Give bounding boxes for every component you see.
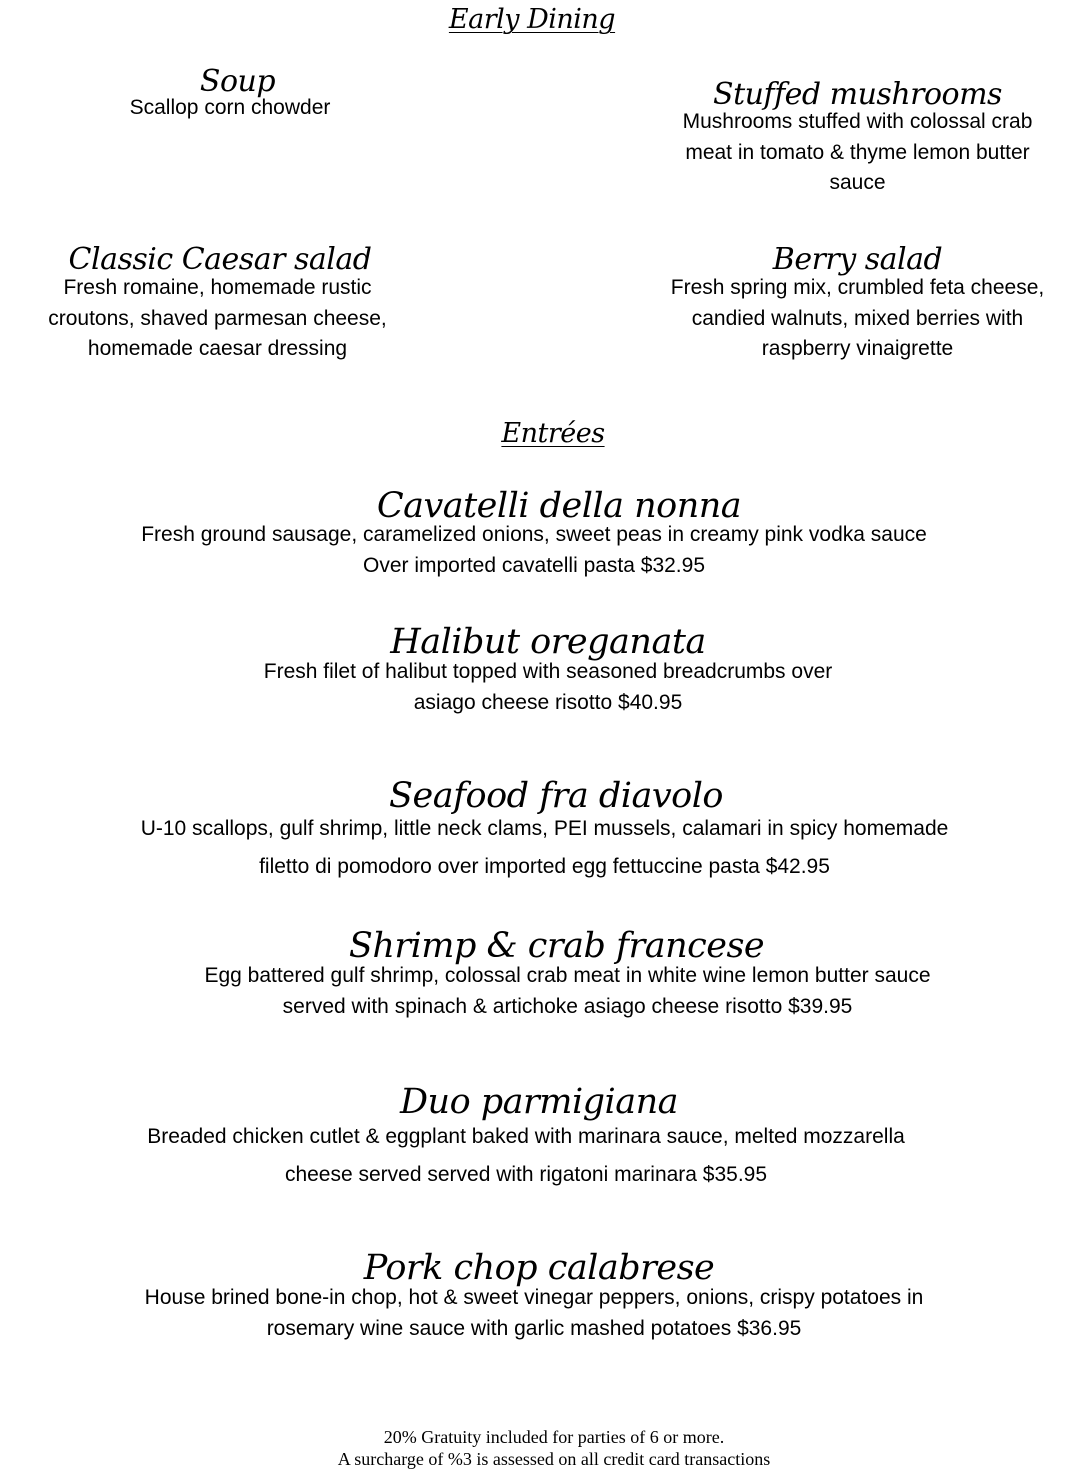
item-name: Stuffed mushrooms [713,77,1002,112]
item-name: Soup [199,64,276,99]
menu-item-stuffed-mushrooms [620,77,1088,199]
menu-item-halibut-oreganata [0,622,1088,718]
item-description: Mushrooms stuffed with colossal crab meat in tomato & thyme lemon butter sauce [682,110,1033,194]
item-description: Breaded chicken cutlet & eggplant baked with marinara sauce, melted mozzarella cheese served served with rigatoni marinara $35.95 [147,1125,905,1186]
item-description: U-10 scallops, gulf shrimp, little neck clams, PEI mussels, calamari in spicy homemade filetto di pomodoro over imported egg fettuccine pasta $42.95 [140,817,949,878]
item-description: Scallop corn chowder [129,96,331,119]
section-title-early-dining: Early Dining [448,4,616,35]
gratuity-note: 20% Gratuity included for parties of 6 or more. [383,1427,725,1447]
item-description: Fresh ground sausage, caramelized onions, sweet peas in creamy pink vodka sauce Over imported cavatelli pasta $32.95 [141,523,927,577]
surcharge-note: A surcharge of %3 is assessed on all credit card transactions [337,1449,771,1469]
item-name: Berry salad [772,242,943,277]
item-description: Egg battered gulf shrimp, colossal crab meat in white wine lemon butter sauce served with spinach & artichoke asiago cheese risotto $39.95 [204,964,931,1018]
item-name: Classic Caesar salad [68,242,372,277]
item-description: Fresh filet of halibut topped with seasoned breadcrumbs over asiago cheese risotto $40.95 [263,660,833,714]
menu-item-cavatelli-della-nonna [0,486,1068,581]
item-description: Fresh romaine, homemade rustic croutons, shaved parmesan cheese, homemade caesar dressing [48,276,387,360]
item-description: Fresh spring mix, crumbled feta cheese, candied walnuts, mixed berries with raspberry vinaigrette [670,276,1045,360]
menu-item-shrimp-crab-francese [0,926,1088,1022]
menu-item-classic-caesar-salad [10,242,425,365]
item-name: Seafood fra diavolo [389,776,723,816]
item-name: Cavatelli della nonna [376,486,742,526]
item-name: Pork chop calabrese [363,1248,715,1288]
menu-item-soup [30,64,430,124]
section-title-entrees: Entrées [501,418,605,449]
item-description: House brined bone-in chop, hot & sweet vinegar peppers, onions, crispy potatoes in rosemary wine sauce with garlic mashed potatoes $36.95 [144,1286,924,1340]
footer-notes [0,1426,1088,1470]
menu-item-berry-salad [640,242,1075,365]
item-name: Shrimp & crab francese [348,926,765,966]
menu-item-duo-parmigiana [0,1082,1078,1194]
item-name: Halibut oreganata [390,622,706,662]
item-name: Duo parmigiana [399,1082,679,1122]
menu-item-seafood-fra-diavolo [0,776,1088,886]
menu-item-pork-chop-calabrese [0,1248,1078,1344]
